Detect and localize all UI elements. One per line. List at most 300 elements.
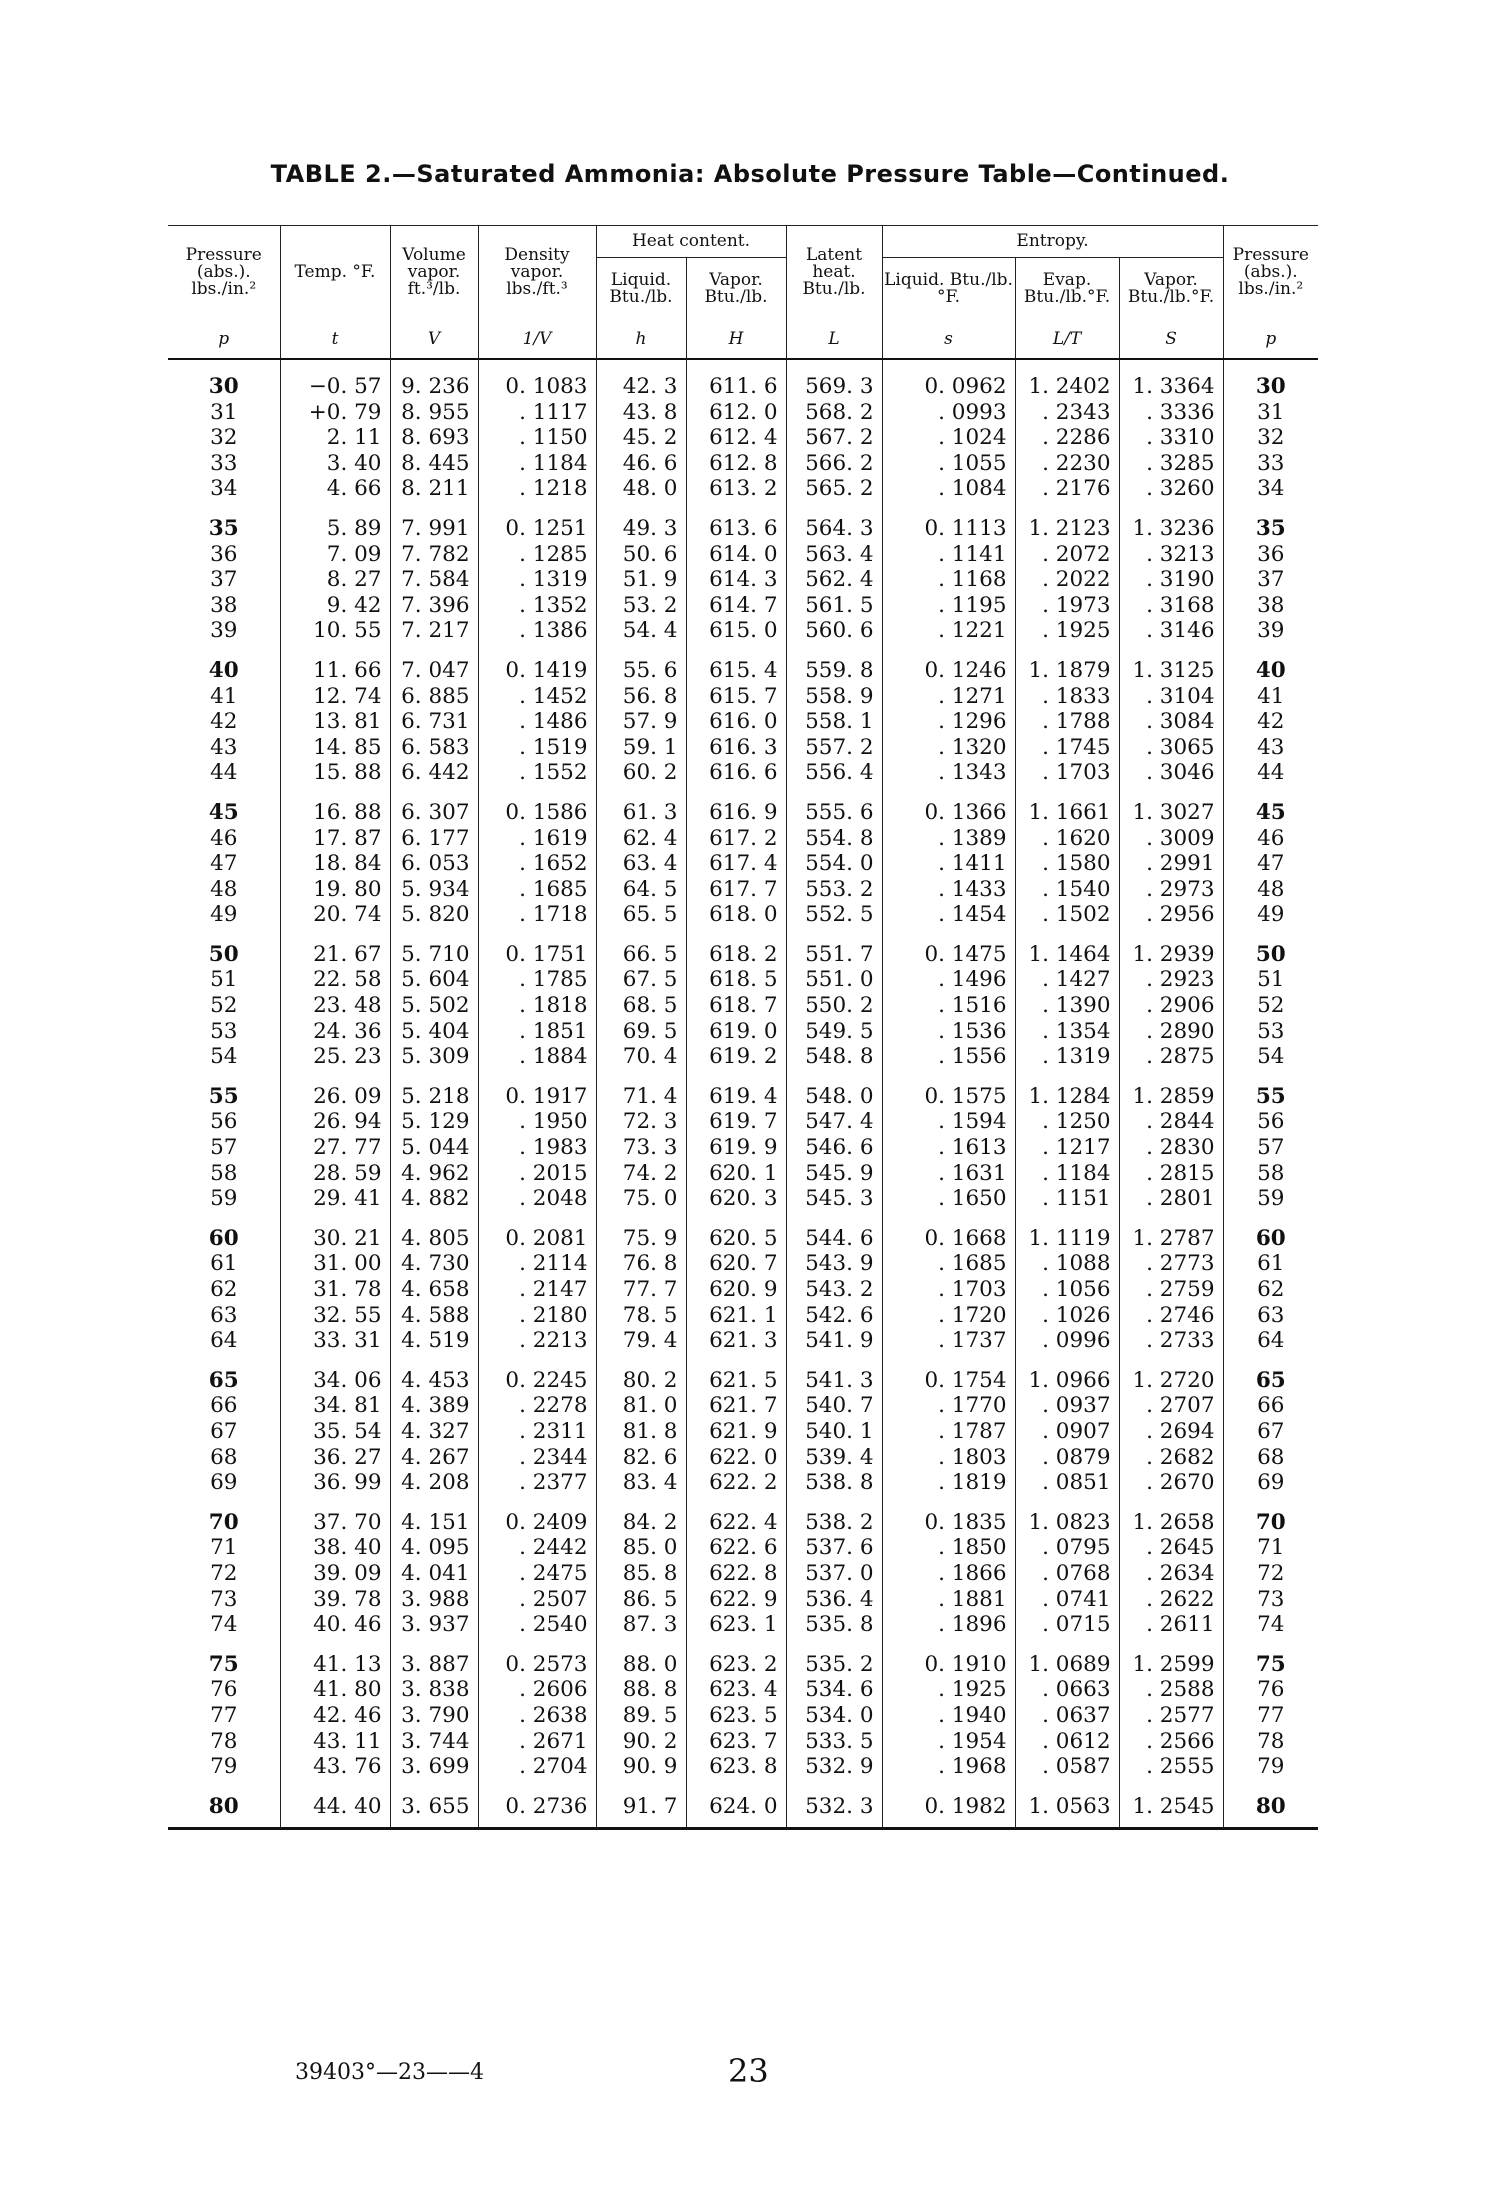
header-evap-entropy: Evap. Btu./lb.°F. [1015, 258, 1119, 321]
table-cell: 47 [1223, 851, 1318, 877]
table-cell: 612. 4 [686, 425, 786, 451]
table-cell: . 2973 [1119, 877, 1223, 903]
table-cell: 566. 2 [786, 451, 882, 477]
table-cell: 567. 2 [786, 425, 882, 451]
header-temp: Temp. °F. [280, 225, 390, 320]
table-cell: 8. 955 [390, 400, 478, 426]
table-cell: 557. 2 [786, 735, 882, 761]
table-cell: 4. 658 [390, 1277, 478, 1303]
table-cell: 13. 81 [280, 709, 390, 735]
table-cell: . 2611 [1119, 1612, 1223, 1638]
table-cell: 42 [210, 709, 238, 735]
symbol-s: s [882, 320, 1015, 359]
table-cell: 619. 2 [686, 1044, 786, 1070]
table-cell: . 2704 [478, 1754, 596, 1780]
header-liquid-entropy: Liquid. Btu./lb. °F. [882, 258, 1015, 321]
table-cell: 3. 790 [390, 1703, 478, 1729]
table-row [168, 709, 1318, 735]
table-cell: . 1390 [1015, 993, 1119, 1019]
table-cell: . 2759 [1119, 1277, 1223, 1303]
table-row [168, 826, 1318, 852]
table-cell: 619. 4 [686, 1070, 786, 1110]
table-cell: 33 [1223, 451, 1318, 477]
table-row [168, 593, 1318, 619]
table-cell: 51 [1223, 967, 1318, 993]
table-cell: 613. 6 [686, 502, 786, 542]
table-cell: 74 [1223, 1612, 1318, 1638]
table-cell: 73 [1223, 1587, 1318, 1613]
table-cell: . 1594 [882, 1109, 1015, 1135]
table-cell: 27. 77 [280, 1135, 390, 1161]
table-cell: 615. 0 [686, 618, 786, 644]
table-cell: 616. 0 [686, 709, 786, 735]
table-cell: 39 [1223, 618, 1318, 644]
table-cell: . 2670 [1119, 1470, 1223, 1496]
symbol-p: p [218, 328, 230, 349]
table-cell: 58 [210, 1160, 238, 1186]
table-cell: 19. 80 [280, 877, 390, 903]
table-cell: 622. 4 [686, 1496, 786, 1536]
table-cell: 73. 3 [596, 1135, 686, 1161]
table-cell: . 1502 [1015, 902, 1119, 928]
table-cell: . 2022 [1015, 567, 1119, 593]
table-cell: . 2991 [1119, 851, 1223, 877]
table-cell: 59 [1223, 1186, 1318, 1212]
table-cell: 615. 7 [686, 684, 786, 710]
table-cell: 64. 5 [596, 877, 686, 903]
table-cell: . 2671 [478, 1729, 596, 1755]
table-cell: 621. 9 [686, 1419, 786, 1445]
table-cell: 23. 48 [280, 993, 390, 1019]
table-cell: 0. 1419 [478, 644, 596, 684]
table-cell: 45 [208, 799, 239, 825]
table-cell: 44 [1223, 760, 1318, 786]
table-cell: 621. 3 [686, 1328, 786, 1354]
table-cell: 0. 1754 [882, 1354, 1015, 1394]
table-cell: 617. 2 [686, 826, 786, 852]
table-cell: 54 [1223, 1044, 1318, 1070]
table-row [168, 502, 1318, 542]
table-row [168, 1019, 1318, 1045]
table-cell: 43. 76 [280, 1754, 390, 1780]
table-cell: . 1703 [882, 1277, 1015, 1303]
table-cell: . 2906 [1119, 993, 1223, 1019]
table-cell: . 1619 [478, 826, 596, 852]
table-cell: 0. 1366 [882, 786, 1015, 826]
table-cell: 76. 8 [596, 1251, 686, 1277]
table-cell: 64 [210, 1328, 238, 1354]
table-cell: 613. 2 [686, 476, 786, 502]
print-code: 39403°—23——4 [295, 2060, 484, 2085]
table-cell: 9. 236 [390, 359, 478, 400]
table-row [168, 1109, 1318, 1135]
table-row [168, 902, 1318, 928]
table-cell: 4. 519 [390, 1328, 478, 1354]
table-cell: . 2923 [1119, 967, 1223, 993]
symbol-V: V [390, 320, 478, 359]
table-body [168, 359, 1318, 1829]
table-cell: 618. 0 [686, 902, 786, 928]
table-cell: . 3310 [1119, 425, 1223, 451]
table-cell: 617. 4 [686, 851, 786, 877]
table-cell: . 2622 [1119, 1587, 1223, 1613]
table-cell: 1. 0966 [1015, 1354, 1119, 1394]
table-cell: 59. 1 [596, 735, 686, 761]
table-cell: . 2344 [478, 1445, 596, 1471]
table-cell: 3. 40 [280, 451, 390, 477]
table-cell: . 2844 [1119, 1109, 1223, 1135]
table-cell: 20. 74 [280, 902, 390, 928]
table-cell: 61. 3 [596, 786, 686, 826]
table-row [168, 644, 1318, 684]
table-cell: 1. 2658 [1119, 1496, 1223, 1536]
table-cell: . 1650 [882, 1186, 1015, 1212]
table-row [168, 1070, 1318, 1110]
table-cell: . 0663 [1015, 1677, 1119, 1703]
table-cell: . 1024 [882, 425, 1015, 451]
table-cell: 54. 4 [596, 618, 686, 644]
table-row [168, 1328, 1318, 1354]
table-cell: 44. 40 [280, 1780, 390, 1829]
table-cell: 50 [1223, 928, 1318, 968]
table-cell: 75 [1223, 1638, 1318, 1678]
table-cell: . 1851 [478, 1019, 596, 1045]
table-cell: 540. 7 [786, 1393, 882, 1419]
table-cell: 30. 21 [280, 1212, 390, 1252]
table-cell: 621. 5 [686, 1354, 786, 1394]
table-cell: 45. 2 [596, 425, 686, 451]
table-cell: 75 [208, 1651, 239, 1677]
table-cell: 1. 2720 [1119, 1354, 1223, 1394]
table-cell: 622. 2 [686, 1470, 786, 1496]
table-cell: 614. 0 [686, 542, 786, 568]
table-cell: 532. 3 [786, 1780, 882, 1829]
table-cell: 69 [1223, 1470, 1318, 1496]
table-cell: 66 [210, 1393, 238, 1419]
table-cell: 1. 3364 [1119, 359, 1223, 400]
table-cell: 55. 6 [596, 644, 686, 684]
table-cell: . 2645 [1119, 1535, 1223, 1561]
table-cell: . 2176 [1015, 476, 1119, 502]
table-row [168, 400, 1318, 426]
table-cell: . 1150 [478, 425, 596, 451]
table-cell: 533. 5 [786, 1729, 882, 1755]
table-cell: 39. 09 [280, 1561, 390, 1587]
table-cell: . 1184 [478, 451, 596, 477]
table-cell: 40 [208, 657, 239, 683]
table-cell: 549. 5 [786, 1019, 882, 1045]
table-cell: . 1819 [882, 1470, 1015, 1496]
table-cell: 80. 2 [596, 1354, 686, 1394]
table-cell: 67 [1223, 1419, 1318, 1445]
table-cell: 616. 6 [686, 760, 786, 786]
table-row [168, 451, 1318, 477]
table-cell: 85. 8 [596, 1561, 686, 1587]
table-row [168, 1638, 1318, 1678]
table-cell: 1. 3027 [1119, 786, 1223, 826]
table-cell: 48 [1223, 877, 1318, 903]
header-vapor-heat: Vapor. Btu./lb. [686, 258, 786, 321]
table-cell: 70 [1223, 1496, 1318, 1536]
table-cell: 551. 0 [786, 967, 882, 993]
table-cell: 569. 3 [786, 359, 882, 400]
table-row [168, 1677, 1318, 1703]
table-cell: 555. 6 [786, 786, 882, 826]
table-cell: 537. 0 [786, 1561, 882, 1587]
table-cell: 79. 4 [596, 1328, 686, 1354]
table-row [168, 1044, 1318, 1070]
table-cell: 553. 2 [786, 877, 882, 903]
table-cell: 7. 991 [390, 502, 478, 542]
table-row [168, 1135, 1318, 1161]
table-cell: 0. 1251 [478, 502, 596, 542]
table-cell: 7. 09 [280, 542, 390, 568]
table-cell: 35. 54 [280, 1419, 390, 1445]
table-cell: 53 [210, 1018, 238, 1044]
table-cell: 550. 2 [786, 993, 882, 1019]
table-cell: 84. 2 [596, 1496, 686, 1536]
table-row [168, 993, 1318, 1019]
table-row [168, 1703, 1318, 1729]
table-cell: . 2072 [1015, 542, 1119, 568]
table-cell: . 1787 [882, 1419, 1015, 1445]
table-row [168, 1587, 1318, 1613]
table-cell: 558. 9 [786, 684, 882, 710]
table-cell: 75. 9 [596, 1212, 686, 1252]
table-row [168, 359, 1318, 400]
table-cell: 62 [210, 1277, 238, 1302]
table-cell: . 1320 [882, 735, 1015, 761]
table-cell: 76 [1223, 1677, 1318, 1703]
table-cell: . 2555 [1119, 1754, 1223, 1780]
table-cell: 3. 937 [390, 1612, 478, 1638]
table-cell: 60 [208, 1225, 239, 1251]
table-row [168, 735, 1318, 761]
table-cell: 32 [210, 425, 238, 451]
table-cell: 31 [1223, 400, 1318, 426]
table-cell: −0. 57 [280, 359, 390, 400]
table-cell: . 1925 [1015, 618, 1119, 644]
table-cell: 59 [210, 1186, 238, 1212]
table-cell: +0. 79 [280, 400, 390, 426]
table-cell: 0. 1083 [478, 359, 596, 400]
table-title: TABLE 2.—Saturated Ammonia: Absolute Pressure Table—Continued. [270, 160, 1230, 188]
table-cell: 57 [210, 1135, 238, 1161]
table-cell: 79 [210, 1754, 238, 1780]
table-cell: 1. 0823 [1015, 1496, 1119, 1536]
table-cell: 541. 3 [786, 1354, 882, 1394]
table-cell: 1. 0563 [1015, 1780, 1119, 1829]
table-cell: 623. 1 [686, 1612, 786, 1638]
table-cell: 1. 2859 [1119, 1070, 1223, 1110]
table-cell: . 2694 [1119, 1419, 1223, 1445]
table-cell: . 2475 [478, 1561, 596, 1587]
table-cell: . 3260 [1119, 476, 1223, 502]
table-cell: . 2230 [1015, 451, 1119, 477]
table-cell: . 1117 [478, 400, 596, 426]
table-cell: 5. 502 [390, 993, 478, 1019]
table-cell: 542. 6 [786, 1303, 882, 1329]
table-cell: 537. 6 [786, 1535, 882, 1561]
table-cell: . 1452 [478, 684, 596, 710]
table-cell: 560. 6 [786, 618, 882, 644]
table-cell: 7. 047 [390, 644, 478, 684]
table-cell: 31 [210, 399, 238, 425]
table-row [168, 425, 1318, 451]
table-cell: 1. 2545 [1119, 1780, 1223, 1829]
table-cell: . 1319 [478, 567, 596, 593]
table-cell: . 2634 [1119, 1561, 1223, 1587]
table-cell: 4. 041 [390, 1561, 478, 1587]
table-row [168, 618, 1318, 644]
table-cell: 8. 211 [390, 476, 478, 502]
table-cell: 616. 3 [686, 735, 786, 761]
table-cell: 36 [210, 541, 238, 567]
table-cell: 622. 9 [686, 1587, 786, 1613]
table-cell: 538. 2 [786, 1496, 882, 1536]
table-row [168, 1535, 1318, 1561]
table-cell: 40. 46 [280, 1612, 390, 1638]
table-cell: . 1516 [882, 993, 1015, 1019]
table-cell: . 2286 [1015, 425, 1119, 451]
table-cell: 72. 3 [596, 1109, 686, 1135]
table-cell: 4. 208 [390, 1470, 478, 1496]
header-pressure: Pressure (abs.). lbs./in.² [185, 245, 262, 299]
table-cell: 624. 0 [686, 1780, 786, 1829]
table-cell: . 1250 [1015, 1109, 1119, 1135]
table-cell: . 2540 [478, 1612, 596, 1638]
table-cell: . 0993 [882, 400, 1015, 426]
table-cell: 56 [1223, 1109, 1318, 1135]
table-cell: 51. 9 [596, 567, 686, 593]
table-cell: 62. 4 [596, 826, 686, 852]
table-cell: 91. 7 [596, 1780, 686, 1829]
table-cell: 80 [168, 1780, 280, 1829]
table-cell: 1. 2599 [1119, 1638, 1223, 1678]
table-cell: 34 [210, 476, 238, 502]
table-cell: 56. 8 [596, 684, 686, 710]
table-cell: 11. 66 [280, 644, 390, 684]
table-cell: . 0637 [1015, 1703, 1119, 1729]
table-cell: 71 [1223, 1535, 1318, 1561]
table-cell: 65 [208, 1367, 239, 1393]
table-cell: 72 [1223, 1561, 1318, 1587]
table-cell: . 1950 [478, 1109, 596, 1135]
table-cell: . 2588 [1119, 1677, 1223, 1703]
table-cell: 622. 6 [686, 1535, 786, 1561]
table-cell: 24. 36 [280, 1019, 390, 1045]
table-cell: 88. 8 [596, 1677, 686, 1703]
table-cell: 31. 00 [280, 1251, 390, 1277]
table-cell: 71. 4 [596, 1070, 686, 1110]
table-cell: 49 [210, 902, 238, 928]
table-cell: . 0587 [1015, 1754, 1119, 1780]
table-cell: . 1343 [882, 760, 1015, 786]
table-cell: 68 [1223, 1445, 1318, 1471]
table-cell: 1. 2939 [1119, 928, 1223, 968]
table-row [168, 476, 1318, 502]
table-cell: . 2566 [1119, 1729, 1223, 1755]
table-cell: 37 [1223, 567, 1318, 593]
table-cell: . 2815 [1119, 1161, 1223, 1187]
table-cell: 66 [1223, 1393, 1318, 1419]
table-cell: 42. 46 [280, 1703, 390, 1729]
table-cell: 41. 13 [280, 1638, 390, 1678]
table-row [168, 1612, 1318, 1638]
table-cell: . 2682 [1119, 1445, 1223, 1471]
table-cell: . 0715 [1015, 1612, 1119, 1638]
table-cell: 83. 4 [596, 1470, 686, 1496]
table-cell: . 1718 [478, 902, 596, 928]
table-cell: 38 [210, 592, 238, 618]
table-cell: . 1088 [1015, 1251, 1119, 1277]
table-cell: 68. 5 [596, 993, 686, 1019]
table-cell: . 3190 [1119, 567, 1223, 593]
table-cell: . 1785 [478, 967, 596, 993]
table-cell: 9. 42 [280, 593, 390, 619]
table-cell: 60. 2 [596, 760, 686, 786]
table-cell: . 1818 [478, 993, 596, 1019]
table-cell: . 3084 [1119, 709, 1223, 735]
table-cell: 0. 1575 [882, 1070, 1015, 1110]
table-row [168, 1729, 1318, 1755]
table-cell: . 2015 [478, 1161, 596, 1187]
table-cell: 554. 8 [786, 826, 882, 852]
table-cell: 85. 0 [596, 1535, 686, 1561]
table-cell: 70. 4 [596, 1044, 686, 1070]
table-cell: 45 [1223, 786, 1318, 826]
table-cell: 548. 0 [786, 1070, 882, 1110]
table-row [168, 760, 1318, 786]
table-cell: 60 [1223, 1212, 1318, 1252]
table-cell: 26. 09 [280, 1070, 390, 1110]
table-cell: 10. 55 [280, 618, 390, 644]
table-cell: 617. 7 [686, 877, 786, 903]
table-cell: . 1221 [882, 618, 1015, 644]
table-cell: 620. 3 [686, 1186, 786, 1212]
table-cell: 21. 67 [280, 928, 390, 968]
table-cell: . 1433 [882, 877, 1015, 903]
table-cell: 4. 389 [390, 1393, 478, 1419]
table-cell: 68 [210, 1444, 238, 1470]
header-pressure-right: Pressure (abs.). lbs./in.² [1223, 225, 1318, 320]
table-cell: 61 [1223, 1251, 1318, 1277]
table-cell: . 1850 [882, 1535, 1015, 1561]
table-cell: 543. 2 [786, 1277, 882, 1303]
table-cell: 65 [1223, 1354, 1318, 1394]
table-cell: 26. 94 [280, 1109, 390, 1135]
table-cell: . 1866 [882, 1561, 1015, 1587]
table-cell: . 1788 [1015, 709, 1119, 735]
table-row [168, 786, 1318, 826]
table-cell: 15. 88 [280, 760, 390, 786]
header-entropy: Entropy. [882, 225, 1223, 258]
table-cell: 0. 0962 [882, 359, 1015, 400]
table-cell: 55 [1223, 1070, 1318, 1110]
table-cell: . 1389 [882, 826, 1015, 852]
table-row [168, 851, 1318, 877]
table-cell: 5. 044 [390, 1135, 478, 1161]
table-cell: . 1296 [882, 709, 1015, 735]
table-cell: 546. 6 [786, 1135, 882, 1161]
table-cell: 0. 2245 [478, 1354, 596, 1394]
table-cell: 81. 8 [596, 1419, 686, 1445]
table-cell: 52 [210, 993, 238, 1019]
table-cell: 49. 3 [596, 502, 686, 542]
table-cell: 7. 396 [390, 593, 478, 619]
table-cell: 543. 9 [786, 1251, 882, 1277]
table-cell: 66. 5 [596, 928, 686, 968]
